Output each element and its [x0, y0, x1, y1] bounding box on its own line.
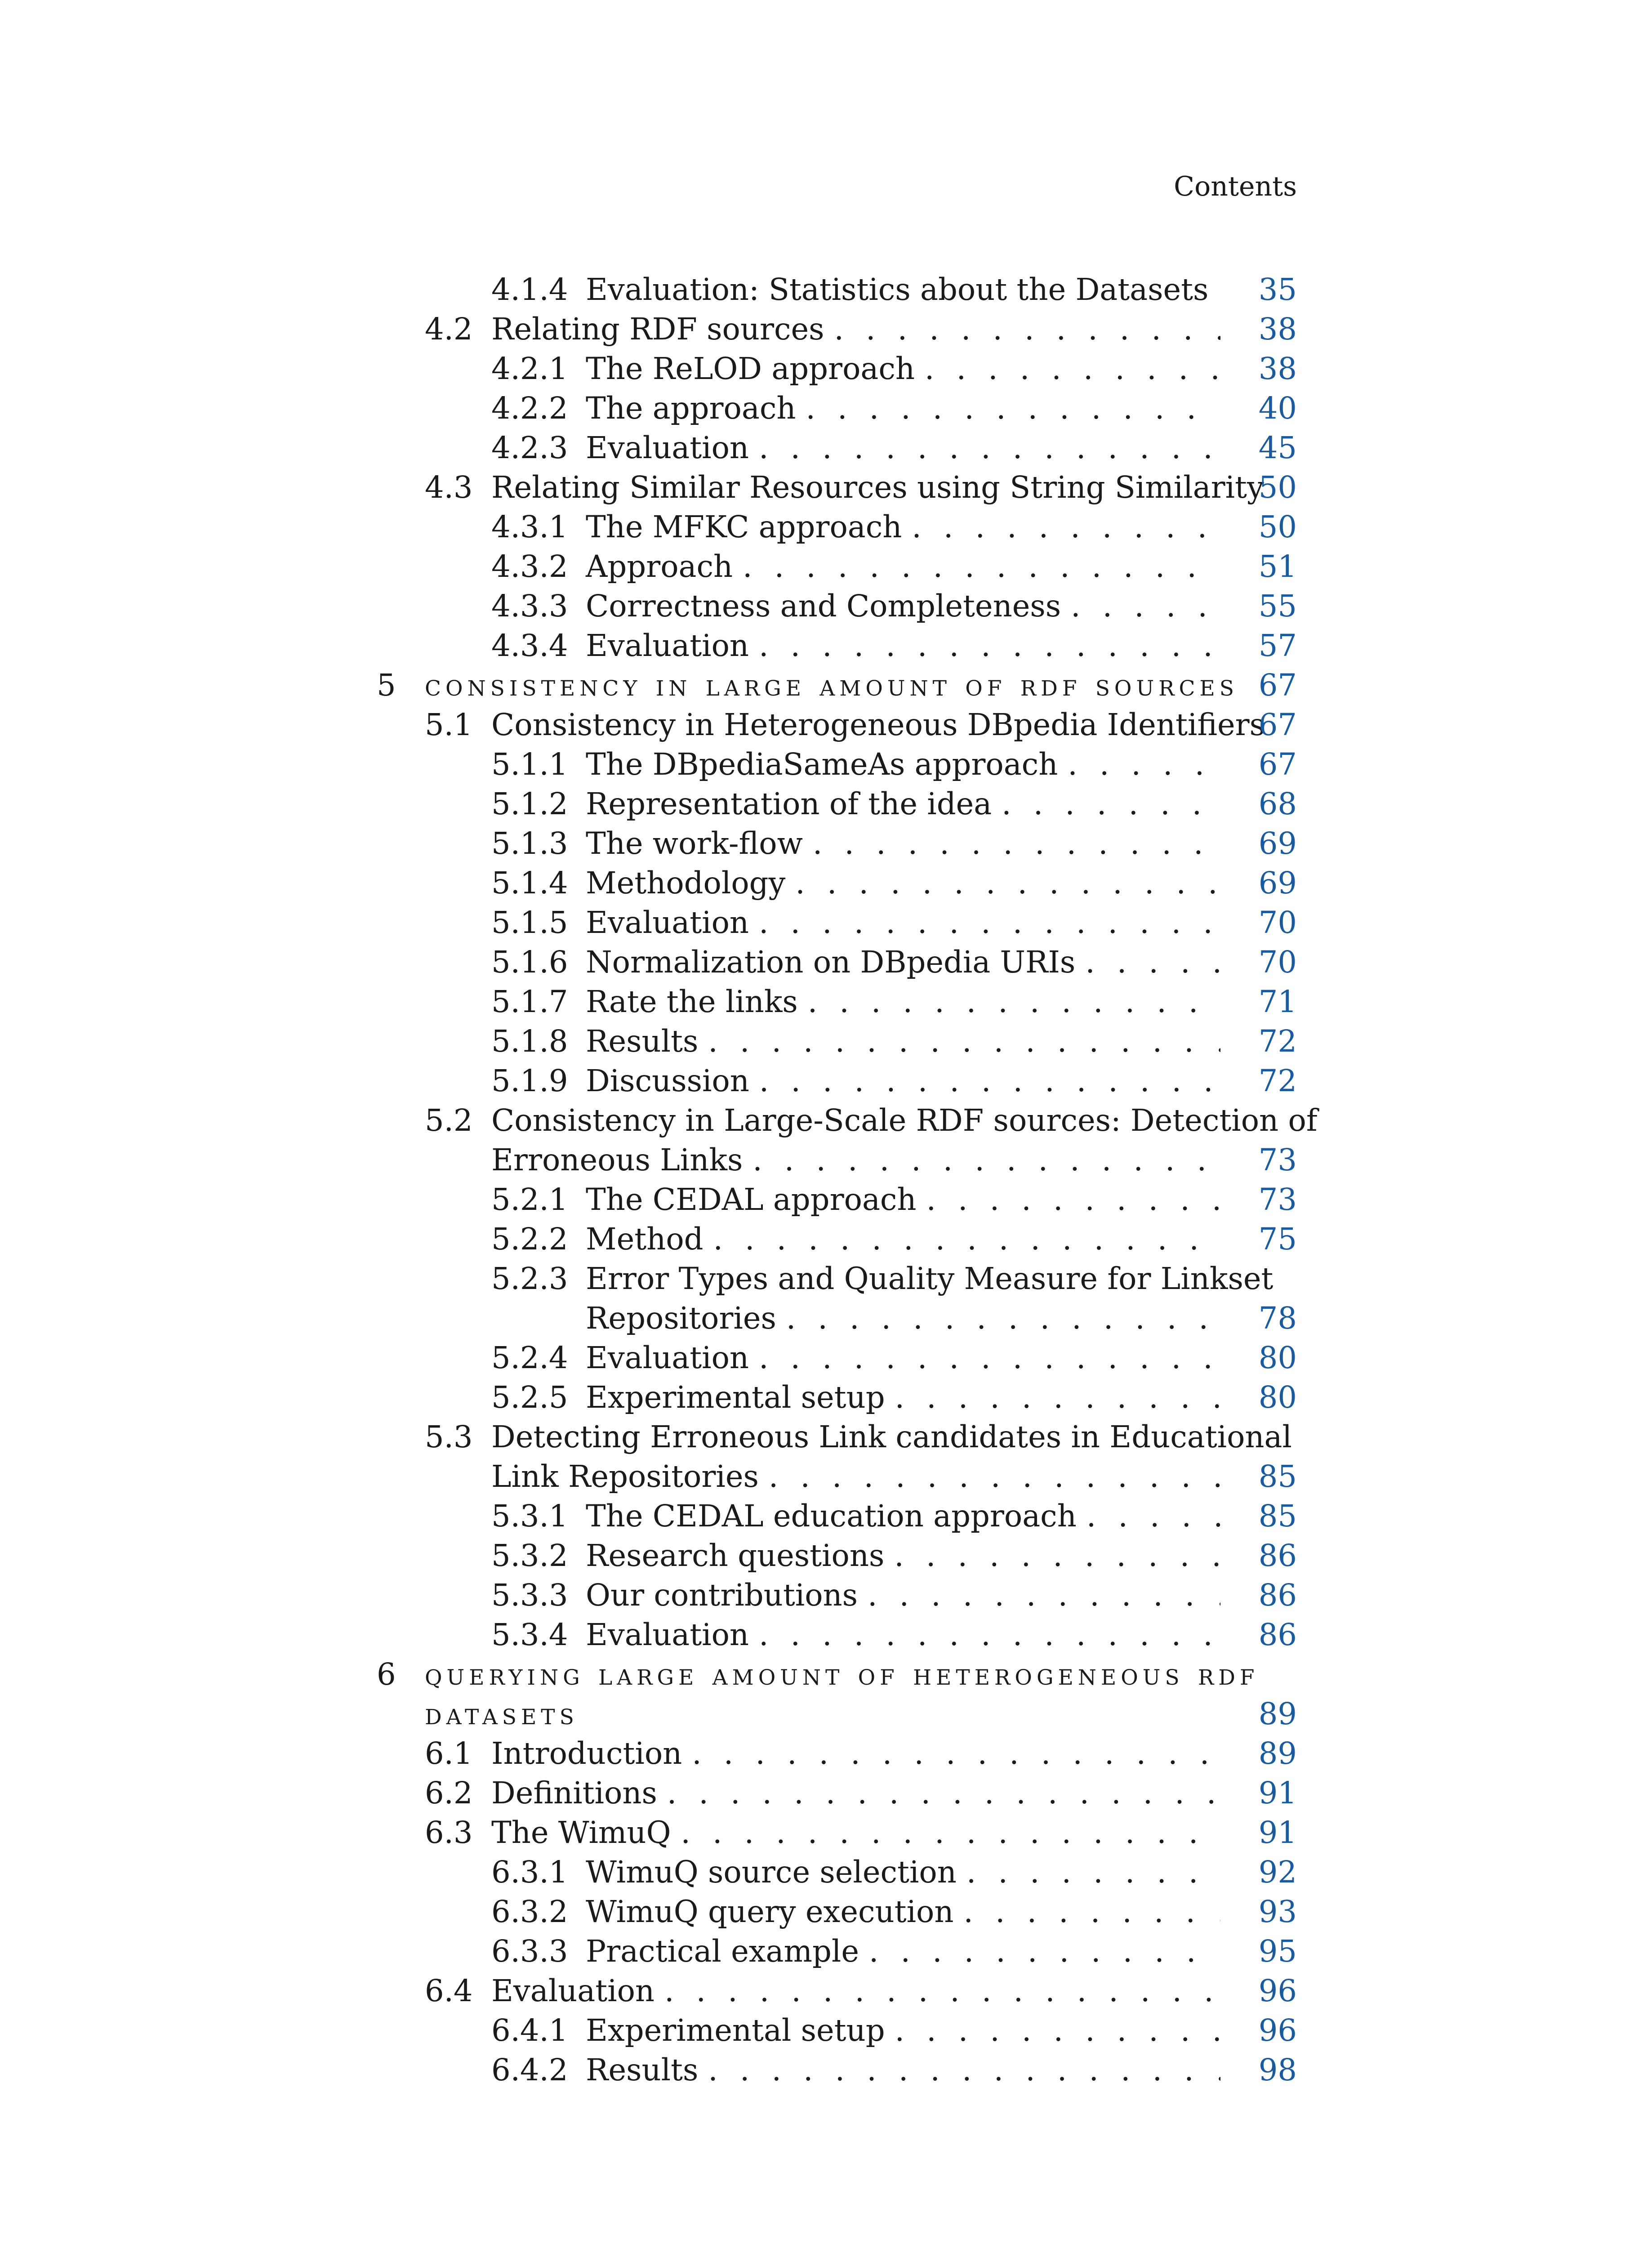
- toc-entry-title-line: Error Types and Quality Measure for Linkset: [586, 1261, 1274, 1296]
- toc-entry-title: [586, 547, 1220, 586]
- toc-entry-number: 5.1.9: [491, 1063, 568, 1098]
- dot-leader: [769, 1457, 1220, 1496]
- toc-entry-number: 5.2.3: [491, 1261, 568, 1296]
- toc-page-link[interactable]: 86: [1258, 1538, 1297, 1573]
- toc-entry[interactable]: [0, 468, 1652, 507]
- toc-entry-number: 4.3.3: [491, 589, 568, 624]
- dot-leader: [795, 863, 1220, 903]
- toc-page-link[interactable]: 35: [1258, 272, 1297, 307]
- toc-entry-number: 5: [377, 668, 396, 703]
- toc-entry-title: [586, 982, 1220, 1021]
- toc-entry-number: 5.1.4: [491, 865, 568, 901]
- toc-page-link[interactable]: 75: [1258, 1222, 1297, 1257]
- toc-entry[interactable]: [0, 309, 1652, 349]
- toc-entry-number: 5.1: [425, 707, 473, 742]
- dot-leader: [926, 1180, 1220, 1219]
- toc-entry-title-text: Introduction: [491, 1736, 682, 1771]
- toc-entry-title: [586, 1378, 1220, 1417]
- toc-entry[interactable]: [0, 1338, 1652, 1378]
- toc-entry[interactable]: [0, 1773, 1652, 1813]
- toc-page-link[interactable]: 50: [1258, 470, 1297, 505]
- toc-entry-number: 6.3: [425, 1815, 473, 1850]
- dot-leader: [808, 982, 1220, 1021]
- dot-leader: [759, 626, 1220, 665]
- toc-entry[interactable]: [0, 942, 1652, 982]
- toc-page-link[interactable]: 86: [1258, 1617, 1297, 1652]
- toc-entry-title-text: Approach: [586, 549, 733, 584]
- toc-page-link[interactable]: 80: [1258, 1380, 1297, 1415]
- toc-entry-title-text: Research questions: [586, 1538, 885, 1573]
- toc-entry[interactable]: [0, 1575, 1652, 1615]
- toc-entry-title: [491, 468, 1264, 507]
- toc-page-link[interactable]: 72: [1258, 1063, 1297, 1098]
- toc-entry-title: [425, 1655, 1259, 1734]
- toc-entry-title-text: The MFKC approach: [586, 509, 902, 544]
- toc-entry-number: 5.3.4: [491, 1617, 568, 1652]
- toc-entry[interactable]: [0, 1219, 1652, 1259]
- toc-entry-number: 6.4.1: [491, 2013, 568, 2048]
- toc-page-link[interactable]: 80: [1258, 1340, 1297, 1375]
- toc-entry[interactable]: [0, 2011, 1652, 2050]
- toc-entry-title: [586, 270, 1220, 309]
- dot-leader: [1218, 270, 1220, 309]
- toc-entry-title-text: Relating Similar Resources using String Similarity: [491, 470, 1264, 505]
- toc-entry-number: 6.4: [425, 1973, 473, 2008]
- toc-entry-number: 4.2.1: [491, 351, 568, 386]
- toc-page-link[interactable]: 73: [1258, 1142, 1297, 1178]
- toc-page-link[interactable]: 85: [1258, 1499, 1297, 1534]
- toc-entry-title-text: Method: [586, 1222, 704, 1257]
- toc-page-link[interactable]: 96: [1258, 1973, 1297, 2008]
- toc-entry-title: [586, 1615, 1220, 1655]
- toc-entry-number: 4.2: [425, 312, 473, 347]
- toc-entry[interactable]: [0, 705, 1652, 745]
- toc-page-link[interactable]: 69: [1258, 865, 1297, 901]
- toc-entry[interactable]: [0, 824, 1652, 863]
- toc-entry-title-text: Rate the links: [586, 984, 798, 1019]
- toc-entry-title: [586, 586, 1220, 626]
- toc-entry-number: 4.3.2: [491, 549, 568, 584]
- toc-entry-title: [586, 626, 1220, 665]
- toc-entry-title-line: datasets: [425, 1696, 579, 1731]
- toc-entry-title-text: consistency in large amount of rdf sources: [425, 668, 1238, 703]
- toc-entry[interactable]: [0, 1417, 1652, 1496]
- toc-entry-title-text: Experimental setup: [586, 1380, 885, 1415]
- toc-entry-number: 4.1.4: [491, 272, 568, 307]
- toc-page-link[interactable]: 89: [1258, 1736, 1297, 1771]
- toc-entry-number: 5.1.5: [491, 905, 568, 940]
- toc-entry-title-line: Repositories: [586, 1301, 776, 1336]
- toc-entry-number: 4.2.2: [491, 391, 568, 426]
- toc-entry-title-text: Correctness and Completeness: [586, 589, 1061, 624]
- toc-entry-title-text: Evaluation: [586, 905, 749, 940]
- dot-leader: [1068, 745, 1220, 784]
- toc-page-link[interactable]: 72: [1258, 1024, 1297, 1059]
- dot-leader: [1086, 1496, 1220, 1536]
- dot-leader: [1071, 586, 1220, 626]
- toc-entry-title-line: Detecting Erroneous Link candidates in Educational: [491, 1419, 1292, 1454]
- dot-leader: [786, 1298, 1220, 1338]
- toc-entry[interactable]: [0, 270, 1652, 309]
- toc-entry-title-line: Consistency in Large-Scale RDF sources: Detection of: [491, 1103, 1318, 1138]
- toc-entry-title-text: The CEDAL education approach: [586, 1499, 1077, 1534]
- toc-entry-number: 4.2.3: [491, 430, 568, 465]
- dot-leader: [895, 1378, 1220, 1417]
- toc-page-link[interactable]: 93: [1258, 1894, 1297, 1929]
- toc-entry-title: [491, 1734, 1220, 1773]
- dot-leader: [667, 1773, 1220, 1813]
- toc-entry[interactable]: [0, 903, 1652, 942]
- toc-entry-title: [491, 1971, 1220, 2011]
- toc-entry-title: [586, 1219, 1220, 1259]
- toc-entry-title-text: Evaluation: [586, 628, 749, 663]
- toc-entry-title: [586, 1892, 1220, 1931]
- toc-entry-title: [586, 1852, 1220, 1892]
- toc-entry-title-text: Methodology: [586, 865, 786, 901]
- toc-page-link[interactable]: 89: [1258, 1696, 1297, 1731]
- toc-page-link[interactable]: 55: [1258, 589, 1297, 624]
- toc-page-link[interactable]: 85: [1258, 1459, 1297, 1494]
- toc-entry[interactable]: [0, 1180, 1652, 1219]
- toc-entry-title: [586, 1338, 1220, 1378]
- toc-entry-title: [586, 428, 1220, 468]
- toc-entry-title: [491, 1813, 1220, 1852]
- toc-entry-title-text: The approach: [586, 391, 796, 426]
- dot-leader: [912, 507, 1220, 547]
- toc-entry-title: [491, 309, 1220, 349]
- toc-entry-number: 4.3.1: [491, 509, 568, 544]
- dot-leader: [868, 1575, 1220, 1615]
- toc-entry-title-text: Consistency in Heterogeneous DBpedia Identifiers: [491, 707, 1265, 742]
- running-header: Contents: [1174, 171, 1297, 202]
- toc-entry-title-text: Results: [586, 2052, 699, 2087]
- toc-page-link[interactable]: 91: [1258, 1775, 1297, 1811]
- toc-entry[interactable]: [0, 1496, 1652, 1536]
- toc-entry-title-text: The DBpediaSameAs approach: [586, 747, 1058, 782]
- toc-entry-title-text: Definitions: [491, 1775, 657, 1811]
- dot-leader: [894, 1536, 1220, 1575]
- toc-entry[interactable]: [0, 1813, 1652, 1852]
- toc-entry[interactable]: [0, 1378, 1652, 1417]
- dot-leader: [759, 1061, 1220, 1101]
- toc-page-link[interactable]: 51: [1258, 549, 1297, 584]
- toc-entry-number: 5.1.7: [491, 984, 568, 1019]
- dot-leader: [813, 824, 1220, 863]
- dot-leader: [681, 1813, 1220, 1852]
- dot-leader: [925, 349, 1220, 388]
- toc-entry-number: 6.3.1: [491, 1855, 568, 1890]
- toc-entry[interactable]: [0, 1734, 1652, 1773]
- toc-entry-title-text: Discussion: [586, 1063, 749, 1098]
- toc-entry-number: 5.3: [425, 1419, 473, 1454]
- dot-leader: [692, 1734, 1220, 1773]
- toc-entry-title: [586, 507, 1220, 547]
- toc-page-link[interactable]: 71: [1258, 984, 1297, 1019]
- toc-page-link[interactable]: 68: [1258, 786, 1297, 821]
- dot-leader: [759, 428, 1220, 468]
- dot-leader: [759, 1615, 1220, 1655]
- toc-page-link[interactable]: 57: [1258, 628, 1297, 663]
- toc-entry[interactable]: [0, 428, 1652, 468]
- toc-entry-title: [586, 388, 1220, 428]
- toc-entry-number: 5.1.3: [491, 826, 568, 861]
- toc-page-link[interactable]: 91: [1258, 1815, 1297, 1850]
- toc-entry-number: 5.3.3: [491, 1578, 568, 1613]
- toc-entry-title: [586, 1931, 1220, 1971]
- toc-entry[interactable]: [0, 1892, 1652, 1931]
- toc-entry-title-text: The CEDAL approach: [586, 1182, 917, 1217]
- toc-entry-title-text: Evaluation: [491, 1973, 655, 2008]
- toc-entry-title: [586, 1536, 1220, 1575]
- toc-entry-number: 6.3.2: [491, 1894, 568, 1929]
- dot-leader: [759, 1338, 1220, 1378]
- toc-page-link[interactable]: 38: [1258, 312, 1297, 347]
- toc-page-link[interactable]: 70: [1258, 905, 1297, 940]
- toc-page-link[interactable]: 40: [1258, 391, 1297, 426]
- toc-entry-number: 5.3.2: [491, 1538, 568, 1573]
- toc-page-link[interactable]: 67: [1258, 668, 1297, 703]
- toc-entry-title: [586, 1575, 1220, 1615]
- toc-entry-title: [586, 1496, 1220, 1536]
- toc-entry-number: 6.3.3: [491, 1934, 568, 1969]
- toc-entry-title-text: Representation of the idea: [586, 786, 992, 821]
- toc-entry-title-text: WimuQ source selection: [586, 1855, 957, 1890]
- toc-entry-number: 5.2.1: [491, 1182, 568, 1217]
- toc-entry-title: [586, 2011, 1220, 2050]
- toc-entry-title-text: Results: [586, 1024, 699, 1059]
- toc-entry-title: [491, 705, 1265, 745]
- dot-leader: [966, 1852, 1220, 1892]
- toc-entry-title-text: The ReLOD approach: [586, 351, 915, 386]
- toc-page-link[interactable]: 69: [1258, 826, 1297, 861]
- toc-entry[interactable]: [0, 1931, 1652, 1971]
- toc-entry-title: [586, 784, 1220, 824]
- toc-entry[interactable]: [0, 1536, 1652, 1575]
- toc-entry-title-text: Evaluation: [586, 1340, 749, 1375]
- dot-leader: [1002, 784, 1220, 824]
- toc-page-link[interactable]: 95: [1258, 1934, 1297, 1969]
- toc-entry[interactable]: [0, 665, 1652, 705]
- toc-entry[interactable]: [0, 1852, 1652, 1892]
- toc-entry-title-text: Our contributions: [586, 1578, 858, 1613]
- toc-entry[interactable]: [0, 784, 1652, 824]
- toc-entry-title: [586, 1180, 1220, 1219]
- toc-entry[interactable]: [0, 1061, 1652, 1101]
- toc-entry[interactable]: [0, 982, 1652, 1021]
- toc-entry[interactable]: [0, 349, 1652, 388]
- toc-page-link[interactable]: 92: [1258, 1855, 1297, 1890]
- toc-entry-title: [586, 2050, 1220, 2090]
- toc-entry-title-text: Practical example: [586, 1934, 859, 1969]
- toc-page-link[interactable]: 50: [1258, 509, 1297, 544]
- toc-entry-title: [425, 665, 1238, 705]
- toc-entry-title: [586, 903, 1220, 942]
- dot-leader: [708, 1021, 1220, 1061]
- toc-entry-title: [586, 824, 1220, 863]
- toc-entry[interactable]: [0, 1615, 1652, 1655]
- toc-entry-title-text: Evaluation: Statistics about the Datasets: [586, 272, 1209, 307]
- toc-entry-title-text: The work-flow: [586, 826, 803, 861]
- toc-entry[interactable]: [0, 1655, 1652, 1734]
- toc-entry[interactable]: [0, 2050, 1652, 2090]
- toc-page-link[interactable]: 86: [1258, 1578, 1297, 1613]
- toc-entry-title-text: Normalization on DBpedia URIs: [586, 945, 1076, 980]
- toc-page-link[interactable]: 73: [1258, 1182, 1297, 1217]
- toc-entry-number: 5.2: [425, 1103, 473, 1138]
- toc-entry-title: [586, 349, 1220, 388]
- dot-leader: [753, 1140, 1220, 1180]
- toc-entry-title-line: querying large amount of heterogeneous rdf: [425, 1657, 1259, 1692]
- dot-leader: [869, 1931, 1220, 1971]
- toc-page-link[interactable]: 78: [1258, 1301, 1297, 1336]
- toc-entry[interactable]: [0, 507, 1652, 547]
- toc-entry-number: 6.1: [425, 1736, 473, 1771]
- toc-page-link[interactable]: 45: [1258, 430, 1297, 465]
- dot-leader: [834, 309, 1220, 349]
- toc-entry-title-line: Link Repositories: [491, 1459, 759, 1494]
- toc-entry-number: 5.3.1: [491, 1499, 568, 1534]
- toc-entry-title-text: The WimuQ: [491, 1815, 671, 1850]
- toc-entry-number: 4.3: [425, 470, 473, 505]
- dot-leader: [713, 1219, 1220, 1259]
- toc-entry-title: [586, 1061, 1220, 1101]
- toc-entry-title-text: WimuQ query execution: [586, 1894, 954, 1929]
- dot-leader: [964, 1892, 1221, 1931]
- toc-entry-title: [586, 942, 1220, 982]
- dot-leader: [664, 1971, 1220, 2011]
- dot-leader: [1085, 942, 1220, 982]
- toc-entry[interactable]: [0, 1101, 1652, 1180]
- toc-entry[interactable]: [0, 863, 1652, 903]
- dot-leader: [743, 547, 1220, 586]
- toc-entry-number: 5.1.8: [491, 1024, 568, 1059]
- toc-entry-title: [586, 1021, 1220, 1061]
- dot-leader: [806, 388, 1221, 428]
- toc-entry-number: 5.2.2: [491, 1222, 568, 1257]
- dot-leader: [759, 903, 1220, 942]
- toc-entry[interactable]: [0, 547, 1652, 586]
- toc-entry-number: 5.1.6: [491, 945, 568, 980]
- toc-page-link[interactable]: 67: [1258, 747, 1297, 782]
- toc-entry[interactable]: [0, 388, 1652, 428]
- toc-entry-title-text: Experimental setup: [586, 2013, 885, 2048]
- toc-entry-number: 5.1.1: [491, 747, 568, 782]
- dot-leader: [708, 2050, 1220, 2090]
- toc-entry-number: 5.2.4: [491, 1340, 568, 1375]
- dot-leader: [895, 2011, 1220, 2050]
- toc-entry-title-line: Erroneous Links: [491, 1142, 743, 1178]
- table-of-contents: [0, 270, 1652, 2090]
- toc-entry-title-text: Relating RDF sources: [491, 312, 824, 347]
- toc-entry[interactable]: [0, 1971, 1652, 2011]
- toc-entry-title: [491, 1773, 1220, 1813]
- toc-entry-number: 5.2.5: [491, 1380, 568, 1415]
- toc-entry[interactable]: [0, 626, 1652, 665]
- toc-entry-title: [586, 1259, 1274, 1338]
- toc-page-link[interactable]: 67: [1258, 707, 1297, 742]
- toc-page-link[interactable]: 98: [1258, 2052, 1297, 2087]
- toc-entry-title: [586, 863, 1220, 903]
- toc-entry-number: 6.4.2: [491, 2052, 568, 2087]
- toc-entry-number: 4.3.4: [491, 628, 568, 663]
- toc-entry-title: [586, 745, 1220, 784]
- toc-entry-number: 6: [377, 1657, 396, 1692]
- toc-entry[interactable]: [0, 1021, 1652, 1061]
- toc-page-link[interactable]: 38: [1258, 351, 1297, 386]
- toc-entry-number: 6.2: [425, 1775, 473, 1811]
- toc-entry-title-text: Evaluation: [586, 1617, 749, 1652]
- toc-entry-number: 5.1.2: [491, 786, 568, 821]
- toc-page-link[interactable]: 96: [1258, 2013, 1297, 2048]
- toc-entry[interactable]: [0, 586, 1652, 626]
- toc-entry-title-text: Evaluation: [586, 430, 749, 465]
- toc-entry[interactable]: [0, 745, 1652, 784]
- toc-page-link[interactable]: 70: [1258, 945, 1297, 980]
- toc-entry[interactable]: [0, 1259, 1652, 1338]
